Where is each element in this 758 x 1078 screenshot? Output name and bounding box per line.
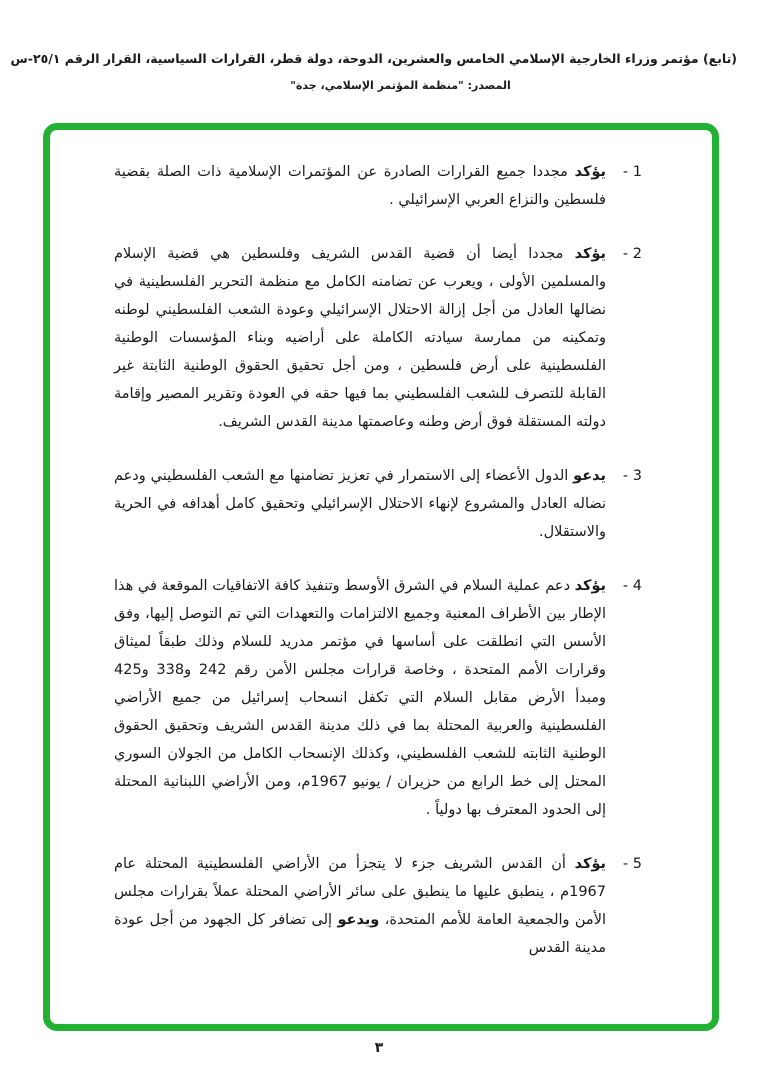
header-title-line: (تابع) مؤتمر وزراء الخارجية الإسلامي الخامس والعشرين، الدوحة، دولة قطر، القرارات السياسية، القرار الرقم ٢٥/١-س xyxy=(10,51,737,66)
item-body-text: مجددا أيضا أن قضية القدس الشريف وفلسطين هي قضية الإسلام والمسلمين الأولى ، ويعرب عن تضامنه الكامل مع منظمة التحرير الفلسطينية في نضالها العادل من أجل إزالة الاحتلال الإسرائيلي وعودة الشعب الفلسطيني لوطنه وتمكينه من ممارسة سيادته الكاملة على أراضيه وبناء المؤسسات الوطنية الفلسطينية على أرض فلسطين ، ومن أجل تحقيق الحقوق الوطنية الثابتة غير القابلة للتصرف للشعب الفلسطيني بما فيها حقه في العودة وتقرير المصير وإقامة دولته المستقلة فوق أرض وطنه وعاصمتها مدينة القدس الشريف. xyxy=(114,246,606,430)
list-item xyxy=(114,572,642,824)
item-lead-word: يؤكد xyxy=(574,578,606,594)
item-text xyxy=(114,240,606,436)
item-lead-word: يؤكد xyxy=(574,856,606,872)
item-number: 5 - xyxy=(622,856,642,872)
item-lead-word: يدعو xyxy=(573,468,606,484)
item-number: 3 - xyxy=(622,468,642,484)
header-source-line: المصدر: "منظمة المؤتمر الإسلامي، جدة" xyxy=(290,79,511,92)
list-item xyxy=(114,462,642,546)
item-number: 1 - xyxy=(622,164,642,180)
item-lead-word: يؤكد xyxy=(574,164,606,180)
list-item xyxy=(114,850,642,962)
item-body-text: إلى تضافر كل الجهود من أجل عودة مدينة القدس xyxy=(114,912,606,956)
item-body-text: أن القدس الشريف جزء لا يتجزأ من الأراضي الفلسطينية المحتلة عام 1967م ، ينطبق عليها ما ينطبق على سائر الأراضي المحتلة عملاً بقرارات مجلس الأمن والجمعية العامة للأمم المتحدة، xyxy=(114,856,606,928)
list-item xyxy=(114,158,642,214)
item-lead-word: ويدعو xyxy=(337,912,380,928)
item-text xyxy=(114,462,606,546)
green-border-frame xyxy=(43,123,719,1031)
item-body-text: الدول الأعضاء إلى الاستمرار في تعزيز تضامنها مع الشعب الفلسطيني ودعم نضاله العادل والمشروع لإنهاء الاحتلال الإسرائيلي وتحقيق كامل أهدافه في الحرية والاستقلال. xyxy=(114,468,606,540)
page-number: ٣ xyxy=(374,1040,384,1056)
item-text xyxy=(114,572,606,824)
item-number: 2 - xyxy=(622,246,642,262)
item-text xyxy=(114,850,606,962)
item-text xyxy=(114,158,606,214)
document-header xyxy=(0,50,737,93)
list-item xyxy=(114,240,642,436)
item-number: 4 - xyxy=(622,578,642,594)
item-body-text: مجددا جميع القرارات الصادرة عن المؤتمرات الإسلامية ذات الصلة بقضية فلسطين والنزاع العربي الإسرائيلي . xyxy=(114,164,606,208)
item-lead-word: يؤكد xyxy=(574,246,606,262)
resolution-list xyxy=(114,158,642,962)
item-body-text: دعم عملية السلام في الشرق الأوسط وتنفيذ كافة الاتفاقيات الموقعة في هذا الإطار بين الأطراف المعنية وجميع الالتزامات والتعهدات التي تم التوصل إليها، وفق الأسس التي انطلقت على أساسها في مؤتمر مدريد للسلام وذلك طبقاً لميثاق وقرارات الأمم المتحدة ، وخاصة قرارات مجلس الأمن رقم 242 و338 و425 ومبدأ الأرض مقابل السلام التي تكفل انسحاب إسرائيل من جميع الأراضي الفلسطينية والعربية المحتلة بما في ذلك مدينة القدس الشريف وتحقيق الحقوق الوطنية الثابته للشعب الفلسطيني، وكذلك الإنسحاب الكامل من الجولان السوري المحتل إلى خط الرابع من حزيران / يونيو 1967م، ومن الأراضي اللبنانية المحتلة إلى الحدود المعترف بها دولياً . xyxy=(114,578,606,818)
